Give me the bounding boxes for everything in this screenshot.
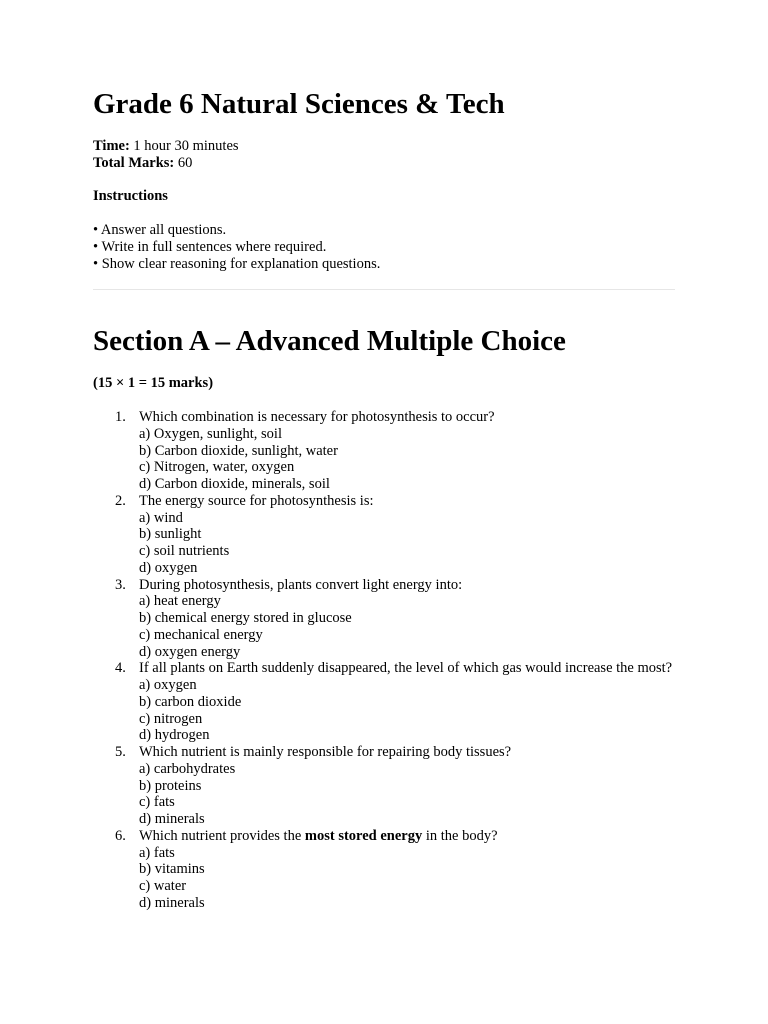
time-label: Time: (93, 138, 130, 154)
total-marks-value: 60 (174, 155, 193, 171)
section-a-marks: (15 × 1 = 15 marks) (93, 375, 214, 391)
answer-option: d) oxygen (139, 559, 198, 576)
answer-option: b) proteins (139, 777, 202, 794)
answer-option: a) oxygen (139, 677, 197, 693)
question-text: If all plants on Earth suddenly disappeared, the level of which gas would increase the most? (139, 660, 673, 677)
page-title: Grade 6 Natural Sciences & Tech (93, 88, 505, 120)
total-marks-label: Total Marks: (93, 155, 175, 171)
answer-option: d) hydrogen (139, 727, 210, 744)
section-divider (93, 289, 675, 290)
answer-option: b) sunlight (139, 526, 202, 543)
question-text: During photosynthesis, plants convert light energy into: (139, 576, 463, 593)
time-value: 1 hour 30 minutes (129, 138, 239, 154)
answer-option: d) minerals (139, 894, 205, 911)
answer-option: a) Oxygen, sunlight, soil (139, 425, 282, 442)
answer-option: c) Nitrogen, water, oxygen (139, 459, 295, 476)
question-item (93, 744, 675, 828)
instructions-heading: Instructions (93, 188, 168, 204)
instructions-list (93, 222, 380, 273)
question-number: 6. (115, 827, 126, 844)
answer-option: c) nitrogen (139, 710, 203, 727)
instruction-item: • Show clear reasoning for explanation questions. (93, 256, 381, 272)
question-number: 4. (115, 660, 126, 677)
answer-option: b) chemical energy stored in glucose (139, 610, 352, 626)
instruction-item: • Answer all questions. (93, 222, 227, 238)
question-item (93, 409, 675, 493)
answer-option: c) water (139, 878, 187, 894)
instruction-item: • Write in full sentences where required. (93, 239, 327, 255)
question-number: 2. (115, 492, 126, 509)
question-item (93, 828, 675, 912)
answer-option: a) wind (139, 509, 183, 526)
question-number: 5. (115, 744, 126, 760)
answer-option: c) mechanical energy (139, 626, 263, 643)
question-number: 3. (115, 576, 126, 593)
question-text (139, 828, 675, 845)
question-item (93, 493, 675, 577)
question-text-part: Which nutrient provides the (139, 827, 305, 844)
total-marks-line (93, 155, 239, 172)
answer-option: b) Carbon dioxide, sunlight, water (139, 442, 338, 459)
exam-meta (93, 138, 239, 172)
question-text-part: in the body? (422, 827, 498, 844)
section-a-title: Section A – Advanced Multiple Choice (93, 325, 566, 357)
answer-option: d) oxygen energy (139, 643, 241, 660)
question-item (93, 577, 675, 661)
question-text: The energy source for photosynthesis is: (139, 492, 374, 509)
question-text: Which nutrient is mainly responsible for repairing body tissues? (139, 744, 512, 760)
question-text: Which combination is necessary for photosynthesis to occur? (139, 409, 495, 425)
answer-option: d) Carbon dioxide, minerals, soil (139, 476, 330, 492)
question-item (93, 660, 675, 744)
answer-option: b) vitamins (139, 861, 205, 878)
answer-option: c) fats (139, 794, 175, 811)
question-number: 1. (115, 409, 126, 425)
answer-option: a) carbohydrates (139, 760, 236, 777)
question-emphasis: most stored energy (304, 827, 423, 844)
answer-option: a) fats (139, 844, 175, 861)
answer-option: d) minerals (139, 811, 205, 827)
answer-option: b) carbon dioxide (139, 693, 242, 710)
time-line (93, 138, 239, 155)
question-list (93, 409, 675, 912)
answer-option: a) heat energy (139, 593, 221, 610)
answer-option: c) soil nutrients (139, 543, 230, 559)
